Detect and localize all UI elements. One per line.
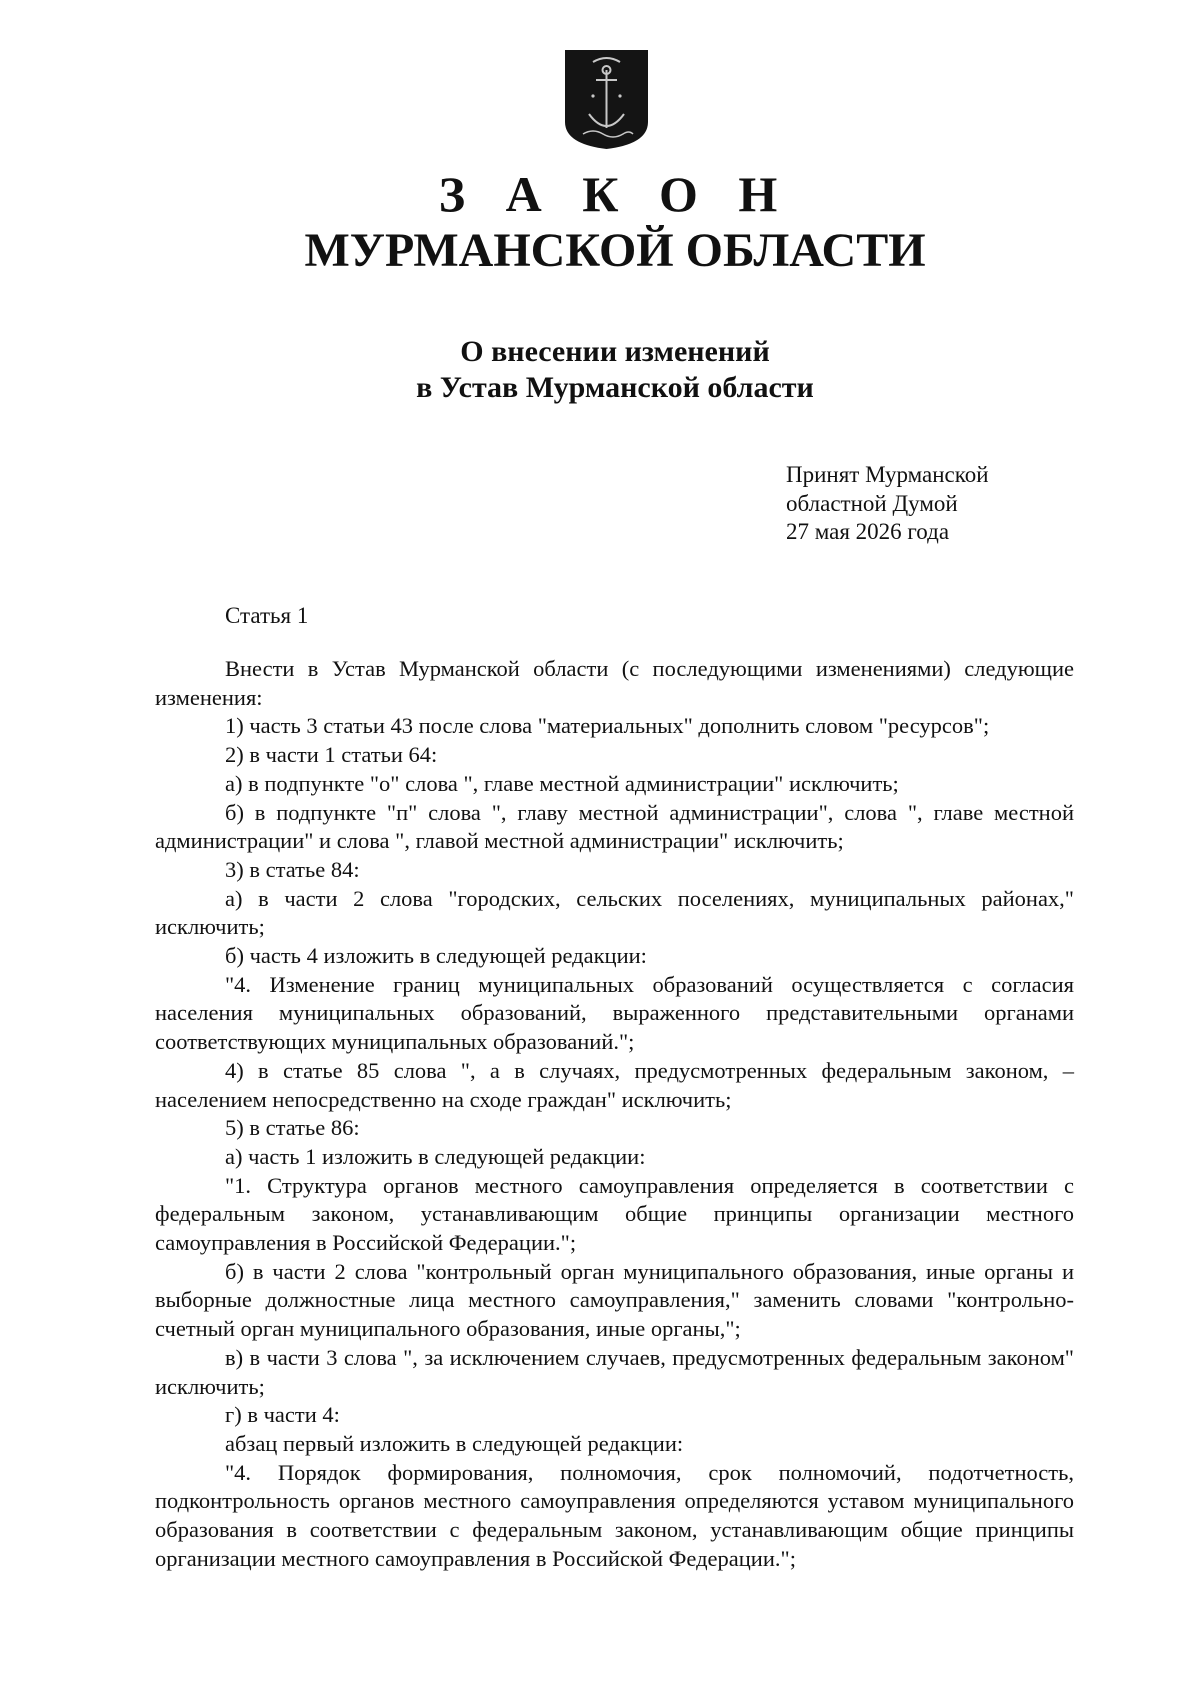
adoption-line: Принят Мурманской: [786, 462, 989, 487]
law-name: [0, 334, 1200, 406]
document-title: З А К О Н: [438, 166, 792, 222]
paragraph: 2) в части 1 статьи 64:: [225, 742, 438, 768]
paragraph: 1) часть 3 статьи 43 после слова "материальных" дополнить словом "ресурсов";: [225, 713, 990, 739]
paragraph: 5) в статье 86:: [225, 1115, 360, 1141]
paragraph: а) в части 2 слова "городских, сельских поселениях, муниципальных районах," исключить;: [155, 885, 1074, 940]
article-body: [155, 655, 1074, 1574]
adoption-date: 27 мая 2026 года: [786, 519, 950, 544]
paragraph: "4. Порядок формирования, полномочия, срок полномочий, подотчетность, подконтрольность органов местного самоуправления определяются уставом муниципального образования в соответствии с федеральным законом, устанавливающим общие принципы организации местного самоуправления в Российской Федерации.";: [155, 1459, 1074, 1571]
paragraph: в) в части 3 слова ", за исключением случаев, предусмотренных федеральным законом" исключить;: [155, 1344, 1074, 1399]
paragraph: б) часть 4 изложить в следующей редакции:: [225, 943, 647, 969]
paragraph: б) в подпункте "п" слова ", главу местной администрации", слова ", главе местной администрации" и слова ", главой местной администрации" исключить;: [155, 799, 1074, 854]
paragraph: а) в подпункте "о" слова ", главе местной администрации" исключить;: [225, 770, 899, 796]
document-region: МУРМАНСКОЙ ОБЛАСТИ: [304, 224, 926, 277]
paragraph: 4) в статье 85 слова ", а в случаях, предусмотренных федеральным законом, – населением непосредственно на сходе граждан" исключить;: [155, 1057, 1074, 1112]
adoption-line: областной Думой: [786, 490, 958, 516]
adoption-note: [786, 461, 989, 547]
paragraph: "4. Изменение границ муниципальных образований осуществляется с согласия населения муниципальных образований, выраженного представительными органами соответствующих муниципальных образований.";: [155, 971, 1074, 1055]
paragraph: 3) в статье 84:: [225, 856, 360, 882]
paragraph: а) часть 1 изложить в следующей редакции:: [225, 1143, 646, 1169]
paragraph: Внести в Устав Мурманской области (с последующими изменениями) следующие изменения:: [155, 656, 1074, 710]
paragraph: "1. Структура органов местного самоуправления определяется в соответствии с федеральным законом, устанавливающим общие принципы организации местного самоуправления в Российской Федерации.";: [155, 1172, 1074, 1256]
paragraph: б) в части 2 слова "контрольный орган муниципального образования, иные органы и выборные должностные лица местного самоуправления," заменить словами "контрольно-счетный орган муниципального образования, иные органы,";: [155, 1258, 1074, 1342]
law-name-line: О внесении изменений: [460, 335, 770, 368]
paragraph: г) в части 4:: [225, 1402, 340, 1428]
paragraph: абзац первый изложить в следующей редакции:: [225, 1430, 684, 1456]
coat-of-arms-icon: [563, 48, 650, 151]
article-heading: Статья 1: [225, 603, 309, 628]
law-name-line: в Устав Мурманской области: [416, 371, 814, 404]
